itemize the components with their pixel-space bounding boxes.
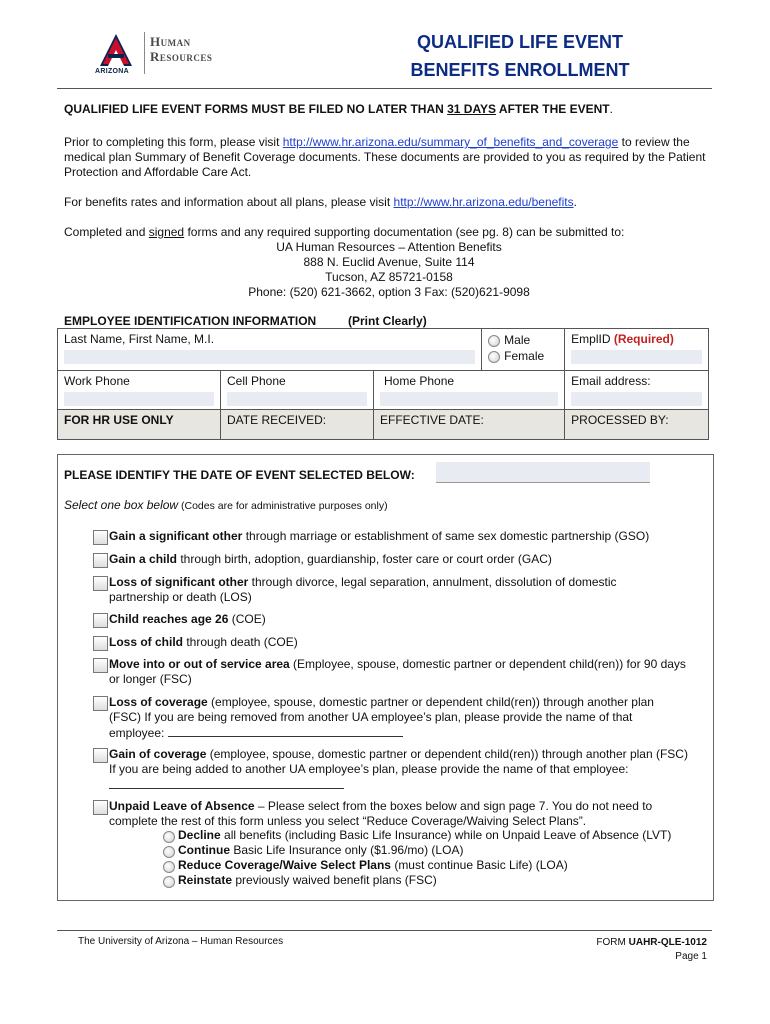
form-code-line bbox=[585, 936, 707, 950]
emplid-text: EmplID bbox=[571, 332, 614, 346]
gender-cell bbox=[482, 329, 565, 371]
option-los bbox=[109, 575, 669, 605]
female-radio[interactable] bbox=[488, 351, 500, 363]
loss-coverage-checkbox[interactable] bbox=[93, 696, 108, 711]
hr-wordmark bbox=[150, 34, 212, 64]
contact-line: Phone: (520) 621-3662, option 3 Fax: (520)621-9098 bbox=[248, 285, 530, 299]
reduce-radio[interactable] bbox=[163, 861, 175, 873]
decline-desc: all benefits (including Basic Life Insurance) while on Unpaid Leave of Absence (LVT) bbox=[220, 828, 672, 842]
address-line-2: 888 N. Euclid Avenue, Suite 114 bbox=[303, 255, 475, 269]
reinstate-title: Reinstate bbox=[178, 873, 233, 887]
option-loss-coverage-desc: (employee, spouse, domestic partner or dependent child(ren)) through another plan (FSC) If you are being removed from another UA employee’s plan, please provide the name of that employee: bbox=[109, 695, 654, 740]
option-gac-title: Gain a child bbox=[109, 552, 178, 566]
sbc-paragraph bbox=[64, 135, 714, 180]
email-cell bbox=[565, 371, 709, 410]
reduce-title: Reduce Coverage/Waive Select Plans bbox=[178, 858, 391, 872]
option-leave-desc: – Please select from the boxes below and sign page 7. You do not need to complete the rest of this form unless you select “Reduce Coverage/Waiving Select Plans”. bbox=[109, 799, 653, 828]
loss-coverage-employee-input[interactable] bbox=[168, 725, 403, 737]
option-los-desc: through divorce, legal separation, annulment, dissolution of domestic partnership or death (LOS) bbox=[109, 575, 617, 604]
emplid-label bbox=[571, 332, 702, 346]
effective-date-cell bbox=[374, 410, 565, 440]
option-age26-title: Child reaches age 26 bbox=[109, 612, 229, 626]
form-prefix: FORM bbox=[596, 937, 629, 948]
employee-id-table bbox=[57, 328, 709, 440]
work-phone-label: Work Phone bbox=[64, 374, 130, 388]
mailing-address bbox=[64, 240, 714, 300]
benefits-link[interactable]: http://www.hr.arizona.edu/benefits bbox=[393, 195, 574, 209]
form-code: UAHR-QLE-1012 bbox=[628, 937, 707, 948]
footer-org: The University of Arizona – Human Resources bbox=[78, 936, 284, 947]
leave-checkbox[interactable] bbox=[93, 800, 108, 815]
emplid-input[interactable] bbox=[571, 350, 702, 364]
option-gso bbox=[109, 529, 709, 544]
deadline-days: 31 DAYS bbox=[447, 102, 497, 116]
female-label: Female bbox=[504, 349, 545, 363]
rates-period: . bbox=[573, 195, 577, 209]
leave-option-continue bbox=[178, 843, 463, 858]
title-line-2: BENEFITS ENROLLMENT bbox=[410, 60, 630, 80]
cell-phone-input[interactable] bbox=[227, 392, 367, 406]
option-gso-title: Gain a significant other bbox=[109, 529, 243, 543]
leave-option-reduce bbox=[178, 858, 568, 873]
option-move bbox=[109, 657, 699, 687]
address-line-3: Tucson, AZ 85721-0158 bbox=[325, 270, 453, 284]
select-italic: Select one box below bbox=[64, 498, 179, 512]
option-gso-desc: through marriage or establishment of same sex domestic partnership (GSO) bbox=[242, 529, 650, 543]
header-divider bbox=[57, 88, 712, 89]
hr-line-1: Human bbox=[150, 34, 191, 49]
home-phone-cell bbox=[374, 371, 565, 410]
reduce-desc: (must continue Basic Life) (LOA) bbox=[390, 858, 568, 872]
hr-use-label: FOR HR USE ONLY bbox=[64, 413, 174, 427]
gso-checkbox[interactable] bbox=[93, 530, 108, 545]
email-input[interactable] bbox=[571, 392, 702, 406]
option-loss-child bbox=[109, 635, 709, 650]
submission-text: Completed and bbox=[64, 225, 149, 239]
event-date-heading: PLEASE IDENTIFY THE DATE OF EVENT SELECTED BELOW: bbox=[64, 468, 415, 482]
logo-word: ARIZONA bbox=[95, 68, 129, 75]
logo-divider bbox=[144, 32, 145, 74]
signed-word: signed bbox=[148, 225, 185, 239]
option-age26-desc: (COE) bbox=[228, 612, 266, 626]
home-phone-label: Home Phone bbox=[384, 374, 455, 388]
submission-text-end: forms and any required supporting documentation (see pg. 8) can be submitted to: bbox=[184, 225, 625, 239]
decline-radio[interactable] bbox=[163, 831, 175, 843]
loss-child-checkbox[interactable] bbox=[93, 636, 108, 651]
option-move-desc: (Employee, spouse, domestic partner or dependent child(ren)) for 90 days or longer (FSC) bbox=[109, 657, 686, 686]
option-gain-coverage-title: Gain of coverage bbox=[109, 747, 207, 761]
option-los-title: Loss of significant other bbox=[109, 575, 249, 589]
gain-coverage-checkbox[interactable] bbox=[93, 748, 108, 763]
processed-by-label: PROCESSED BY: bbox=[571, 413, 669, 427]
age26-checkbox[interactable] bbox=[93, 613, 108, 628]
home-phone-input[interactable] bbox=[380, 392, 558, 406]
print-clearly-note: (Print Clearly) bbox=[348, 314, 427, 328]
deadline-text: QUALIFIED LIFE EVENT FORMS MUST BE FILED NO LATER THAN bbox=[64, 102, 448, 116]
name-cell bbox=[58, 329, 482, 371]
page-number: Page 1 bbox=[675, 951, 707, 962]
option-leave bbox=[109, 799, 699, 829]
title-line-1: QUALIFIED LIFE EVENT bbox=[416, 32, 623, 52]
effective-date-label: EFFECTIVE DATE: bbox=[380, 413, 484, 427]
male-label: Male bbox=[504, 333, 531, 347]
required-tag: (Required) bbox=[613, 332, 674, 346]
cell-phone-label: Cell Phone bbox=[227, 374, 286, 388]
gain-coverage-employee-input[interactable] bbox=[109, 777, 344, 789]
email-label: Email address: bbox=[571, 374, 651, 388]
submission-paragraph bbox=[64, 225, 714, 240]
continue-radio[interactable] bbox=[163, 846, 175, 858]
work-phone-input[interactable] bbox=[64, 392, 214, 406]
gac-checkbox[interactable] bbox=[93, 553, 108, 568]
sbc-text-end: to review the medical plan Summary of Benefit Coverage documents. These documents are provided to you as required by the Patient Protection and Affordable Care Act. bbox=[64, 135, 706, 179]
deadline-notice bbox=[64, 102, 613, 116]
option-loss-child-title: Loss of child bbox=[109, 635, 184, 649]
option-loss-coverage bbox=[109, 695, 689, 741]
continue-desc: Basic Life Insurance only ($1.96/mo) (LOA) bbox=[230, 843, 464, 857]
hr-use-cell bbox=[58, 410, 221, 440]
move-checkbox[interactable] bbox=[93, 658, 108, 673]
continue-title: Continue bbox=[178, 843, 230, 857]
male-radio[interactable] bbox=[488, 335, 500, 347]
decline-title: Decline bbox=[178, 828, 221, 842]
work-phone-cell bbox=[58, 371, 221, 410]
deadline-text-end: AFTER THE EVENT bbox=[496, 102, 610, 116]
select-instruction bbox=[64, 498, 388, 512]
rates-text: For benefits rates and information about all plans, please visit bbox=[64, 195, 394, 209]
date-received-cell bbox=[221, 410, 374, 440]
rates-paragraph bbox=[64, 195, 714, 210]
date-received-label: DATE RECEIVED: bbox=[227, 413, 327, 427]
sbc-link[interactable]: http://www.hr.arizona.edu/summary_of_benefits_and_coverage bbox=[282, 135, 619, 149]
deadline-period: . bbox=[609, 102, 613, 116]
option-loss-child-desc: through death (COE) bbox=[183, 635, 298, 649]
option-gac-desc: through birth, adoption, guardianship, foster care or court order (GAC) bbox=[177, 552, 552, 566]
select-note: (Codes are for administrative purposes only) bbox=[178, 500, 388, 512]
option-leave-title: Unpaid Leave of Absence bbox=[109, 799, 255, 813]
option-gain-coverage-desc: (employee, spouse, domestic partner or dependent child(ren)) through another plan (FSC) If you are being added to another UA employee’s plan, please provide the name of that employee: bbox=[109, 747, 688, 776]
name-input[interactable] bbox=[64, 350, 475, 364]
option-move-title: Move into or out of service area bbox=[109, 657, 290, 671]
event-date-input[interactable] bbox=[436, 462, 650, 483]
hr-line-2: Resources bbox=[150, 49, 213, 64]
page-title bbox=[395, 28, 645, 84]
footer-divider bbox=[57, 930, 712, 931]
option-age26 bbox=[109, 612, 709, 627]
option-gain-coverage bbox=[109, 747, 689, 793]
reinstate-radio[interactable] bbox=[163, 876, 175, 888]
processed-by-cell bbox=[565, 410, 709, 440]
leave-option-reinstate bbox=[178, 873, 437, 888]
footer-form-info bbox=[585, 936, 707, 964]
cell-phone-cell bbox=[221, 371, 374, 410]
option-loss-coverage-title: Loss of coverage bbox=[109, 695, 208, 709]
employee-section-heading: EMPLOYEE IDENTIFICATION INFORMATION bbox=[64, 314, 317, 328]
name-label: Last Name, First Name, M.I. bbox=[64, 332, 215, 346]
leave-option-decline bbox=[178, 828, 671, 843]
emplid-cell bbox=[565, 329, 709, 371]
address-line-1: UA Human Resources – Attention Benefits bbox=[276, 240, 502, 254]
reinstate-desc: previously waived benefit plans (FSC) bbox=[232, 873, 437, 887]
option-gac bbox=[109, 552, 709, 567]
sbc-text: Prior to completing this form, please visit bbox=[64, 135, 283, 149]
los-checkbox[interactable] bbox=[93, 576, 108, 591]
